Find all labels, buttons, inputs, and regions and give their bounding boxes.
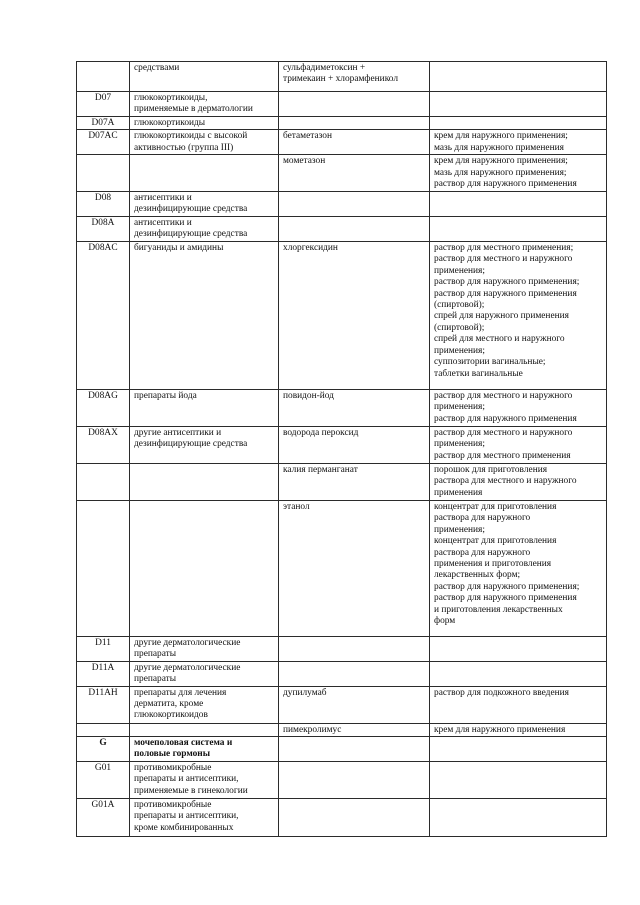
- anatomic-group-cell: [130, 191, 279, 216]
- anatomic-group-cell: [130, 736, 279, 761]
- cell-text-line: концентрат для приготовления: [434, 501, 557, 512]
- cell-text-line: применения;: [434, 524, 485, 535]
- cell-text-line: таблетки вагинальные: [434, 368, 523, 379]
- dosage-form-cell: [430, 463, 607, 500]
- atc-drug-table: [76, 61, 607, 837]
- drug-name-cell: [279, 426, 430, 463]
- drug-name-cell: [279, 736, 430, 761]
- atc-code-cell: D08: [77, 191, 130, 216]
- dosage-form-cell: [430, 798, 607, 836]
- table-row: [77, 761, 607, 798]
- cell-text-line: сульфадиметоксин +: [283, 63, 366, 73]
- atc-code-cell: D07A: [77, 116, 130, 129]
- cell-text-line: хлоргексидин: [283, 242, 338, 253]
- cell-text-line: раствор для наружного применения: [434, 288, 577, 299]
- anatomic-group-cell: [130, 216, 279, 241]
- anatomic-group-cell: [130, 241, 279, 389]
- cell-text-line: дезинфицирующие средства: [134, 229, 248, 240]
- cell-text-line: раствор для местного применения: [434, 450, 571, 461]
- cell-text-line: порошок для приготовления: [434, 464, 548, 475]
- cell-text-line: бигуаниды и амидины: [134, 242, 224, 253]
- cell-text-line: раствор для местного применения;: [434, 242, 574, 253]
- atc-code-cell: [77, 723, 130, 736]
- table-row: [77, 661, 607, 686]
- cell-text-line: бетаметазон: [283, 131, 332, 142]
- drug-name-cell: [279, 130, 430, 155]
- cell-text-line: повидон-йод: [283, 390, 334, 401]
- atc-code-cell: D08AX: [77, 426, 130, 463]
- table-row: [77, 686, 607, 723]
- cell-text-line: форм: [434, 616, 456, 627]
- cell-text-line: активностью (группа III): [134, 142, 234, 153]
- cell-text-line: мазь для наружного применения: [434, 142, 564, 153]
- table-row: [77, 241, 607, 389]
- cell-text-line: лекарственных форм;: [434, 570, 521, 581]
- anatomic-group-cell: [130, 761, 279, 798]
- anatomic-group-cell: [130, 686, 279, 723]
- drug-name-cell: [279, 500, 430, 636]
- cell-text-line: антисептики и: [134, 192, 192, 203]
- cell-text-line: раствор для местного и наружного: [434, 390, 573, 401]
- cell-text-line: применения;: [434, 439, 485, 450]
- cell-text-line: (спиртовой);: [434, 322, 485, 333]
- drug-name-cell: [279, 62, 430, 92]
- drug-name-cell: [279, 241, 430, 389]
- cell-text-line: (спиртовой);: [434, 299, 485, 310]
- cell-text-line: и приготовления лекарственных: [434, 604, 563, 615]
- cell-text-line: крем для наружного применения;: [434, 156, 568, 167]
- dosage-form-cell: [430, 636, 607, 661]
- cell-text-line: раствор для местного и наружного: [434, 254, 573, 265]
- cell-text-line: применения;: [434, 265, 485, 276]
- drug-name-cell: [279, 92, 430, 117]
- cell-text-line: противомикробные: [134, 762, 212, 773]
- dosage-form-cell: [430, 241, 607, 389]
- anatomic-group-cell: [130, 723, 279, 736]
- table-row: [77, 426, 607, 463]
- drug-name-cell: [279, 636, 430, 661]
- cell-text-line: тримекаин + хлорамфеникол: [283, 74, 399, 85]
- drug-name-cell: [279, 686, 430, 723]
- table-row: [77, 62, 607, 92]
- atc-code-cell: D08A: [77, 216, 130, 241]
- anatomic-group-cell: [130, 636, 279, 661]
- anatomic-group-cell: [130, 500, 279, 636]
- atc-code-cell: D11A: [77, 661, 130, 686]
- cell-text-line: раствор для местного и наружного: [434, 427, 573, 438]
- anatomic-group-cell: [130, 116, 279, 129]
- table-row: [77, 92, 607, 117]
- cell-text-line: пимекролимус: [283, 724, 342, 735]
- cell-text-line: кроме комбинированных: [134, 822, 234, 833]
- cell-text-line: раствора для наружного: [434, 513, 531, 524]
- dosage-form-cell: [430, 92, 607, 117]
- dosage-form-cell: [430, 389, 607, 426]
- dosage-form-cell: [430, 130, 607, 155]
- cell-text-line: препараты йода: [134, 390, 197, 401]
- cell-text-line: дезинфицирующие средства: [134, 204, 248, 215]
- cell-text-line: дерматита, кроме: [134, 698, 204, 709]
- cell-text-line: препараты и антисептики,: [134, 811, 239, 822]
- anatomic-group-cell: [130, 389, 279, 426]
- dosage-form-cell: [430, 686, 607, 723]
- cell-text-line: раствор для наружного применения;: [434, 581, 580, 592]
- dosage-form-cell: [430, 761, 607, 798]
- table-row: [77, 723, 607, 736]
- table-row: [77, 636, 607, 661]
- cell-text-line: препараты: [134, 674, 177, 685]
- cell-text-line: дезинфицирующие средства: [134, 439, 248, 450]
- cell-text-line: дупилумаб: [283, 687, 327, 698]
- cell-text-line: этанол: [283, 501, 310, 512]
- cell-text-line: суппозитории вагинальные;: [434, 357, 546, 368]
- cell-text-line: глюкокортикоидов: [134, 710, 208, 721]
- atc-code-cell: G01: [77, 761, 130, 798]
- dosage-form-cell: [430, 736, 607, 761]
- cell-text-line: глюкокортикоиды,: [134, 93, 208, 103]
- table-row: [77, 736, 607, 761]
- cell-text-line: мочеполовая система и: [134, 737, 233, 748]
- cell-text-line: водорода пероксид: [283, 427, 359, 438]
- table-row: [77, 130, 607, 155]
- table-row: [77, 389, 607, 426]
- atc-code-cell: [77, 500, 130, 636]
- cell-text-line: препараты: [134, 649, 177, 660]
- cell-text-line: крем для наружного применения;: [434, 131, 568, 142]
- cell-text-line: раствора для местного и наружного: [434, 476, 577, 487]
- cell-text-line: применяемые в гинекологии: [134, 785, 248, 796]
- cell-text-line: глюкокортикоиды с высокой: [134, 131, 248, 142]
- atc-code-cell: D07AC: [77, 130, 130, 155]
- table-row: [77, 798, 607, 836]
- cell-text-line: раствор для наружного применения: [434, 593, 577, 604]
- cell-text-line: половые гормоны: [134, 749, 211, 760]
- cell-text-line: другие антисептики и: [134, 427, 222, 438]
- cell-text-line: калия перманганат: [283, 464, 358, 475]
- atc-code-cell: G01A: [77, 798, 130, 836]
- cell-text-line: раствор для наружного применения: [434, 179, 577, 190]
- drug-name-cell: [279, 761, 430, 798]
- cell-text-line: крем для наружного применения: [434, 724, 566, 735]
- atc-code-cell: [77, 463, 130, 500]
- cell-text-line: противомикробные: [134, 799, 212, 810]
- drug-name-cell: [279, 216, 430, 241]
- drug-name-cell: [279, 463, 430, 500]
- anatomic-group-cell: [130, 661, 279, 686]
- cell-text-line: препараты для лечения: [134, 687, 227, 698]
- dosage-form-cell: [430, 723, 607, 736]
- table-row: [77, 463, 607, 500]
- dosage-form-cell: [430, 500, 607, 636]
- cell-text-line: раствора для наружного: [434, 547, 531, 558]
- cell-text-line: применения;: [434, 402, 485, 413]
- table-row: [77, 216, 607, 241]
- dosage-form-cell: [430, 191, 607, 216]
- dosage-form-cell: [430, 216, 607, 241]
- drug-name-cell: [279, 191, 430, 216]
- cell-text-line: концентрат для приготовления: [434, 536, 557, 547]
- atc-code-cell: G: [77, 736, 130, 761]
- table-row: [77, 116, 607, 129]
- drug-name-cell: [279, 661, 430, 686]
- cell-text-line: раствор для наружного применения;: [434, 277, 580, 288]
- anatomic-group-cell: [130, 92, 279, 117]
- atc-code-cell: D11: [77, 636, 130, 661]
- drug-name-cell: [279, 389, 430, 426]
- atc-table-body: [77, 62, 607, 837]
- dosage-form-cell: [430, 116, 607, 129]
- table-row: [77, 191, 607, 216]
- drug-name-cell: [279, 155, 430, 191]
- anatomic-group-cell: [130, 426, 279, 463]
- atc-code-cell: D08AG: [77, 389, 130, 426]
- cell-text-line: применения;: [434, 345, 485, 356]
- dosage-form-cell: [430, 155, 607, 191]
- anatomic-group-cell: [130, 130, 279, 155]
- cell-text-line: применения: [434, 487, 483, 498]
- cell-text-line: мометазон: [283, 156, 326, 167]
- drug-name-cell: [279, 723, 430, 736]
- table-row: [77, 500, 607, 636]
- cell-text-line: препараты и антисептики,: [134, 774, 239, 785]
- cell-text-line: спрей для местного и наружного: [434, 334, 565, 345]
- atc-code-cell: [77, 62, 130, 92]
- drug-name-cell: [279, 798, 430, 836]
- cell-text-line: другие дерматологические: [134, 662, 241, 673]
- cell-text-line: другие дерматологические: [134, 637, 241, 648]
- anatomic-group-cell: [130, 155, 279, 191]
- dosage-form-cell: [430, 426, 607, 463]
- cell-text-line: раствор для наружного применения: [434, 413, 577, 424]
- atc-code-cell: D08AC: [77, 241, 130, 389]
- atc-code-cell: D11AH: [77, 686, 130, 723]
- dosage-form-cell: [430, 62, 607, 92]
- table-row: [77, 155, 607, 191]
- dosage-form-cell: [430, 661, 607, 686]
- cell-text-line: антисептики и: [134, 217, 192, 228]
- cell-text-line: мазь для наружного применения;: [434, 167, 567, 178]
- cell-text-line: раствор для подкожного введения: [434, 687, 569, 698]
- cell-text-line: средствами: [134, 63, 180, 73]
- cell-text-line: применяемые в дерматологии: [134, 104, 253, 115]
- anatomic-group-cell: [130, 798, 279, 836]
- anatomic-group-cell: [130, 463, 279, 500]
- cell-text-line: спрей для наружного применения: [434, 311, 569, 322]
- cell-text-line: глюкокортикоиды: [134, 117, 206, 128]
- anatomic-group-cell: [130, 62, 279, 92]
- drug-name-cell: [279, 116, 430, 129]
- atc-code-cell: [77, 155, 130, 191]
- cell-text-line: применения и приготовления: [434, 558, 552, 569]
- atc-code-cell: D07: [77, 92, 130, 117]
